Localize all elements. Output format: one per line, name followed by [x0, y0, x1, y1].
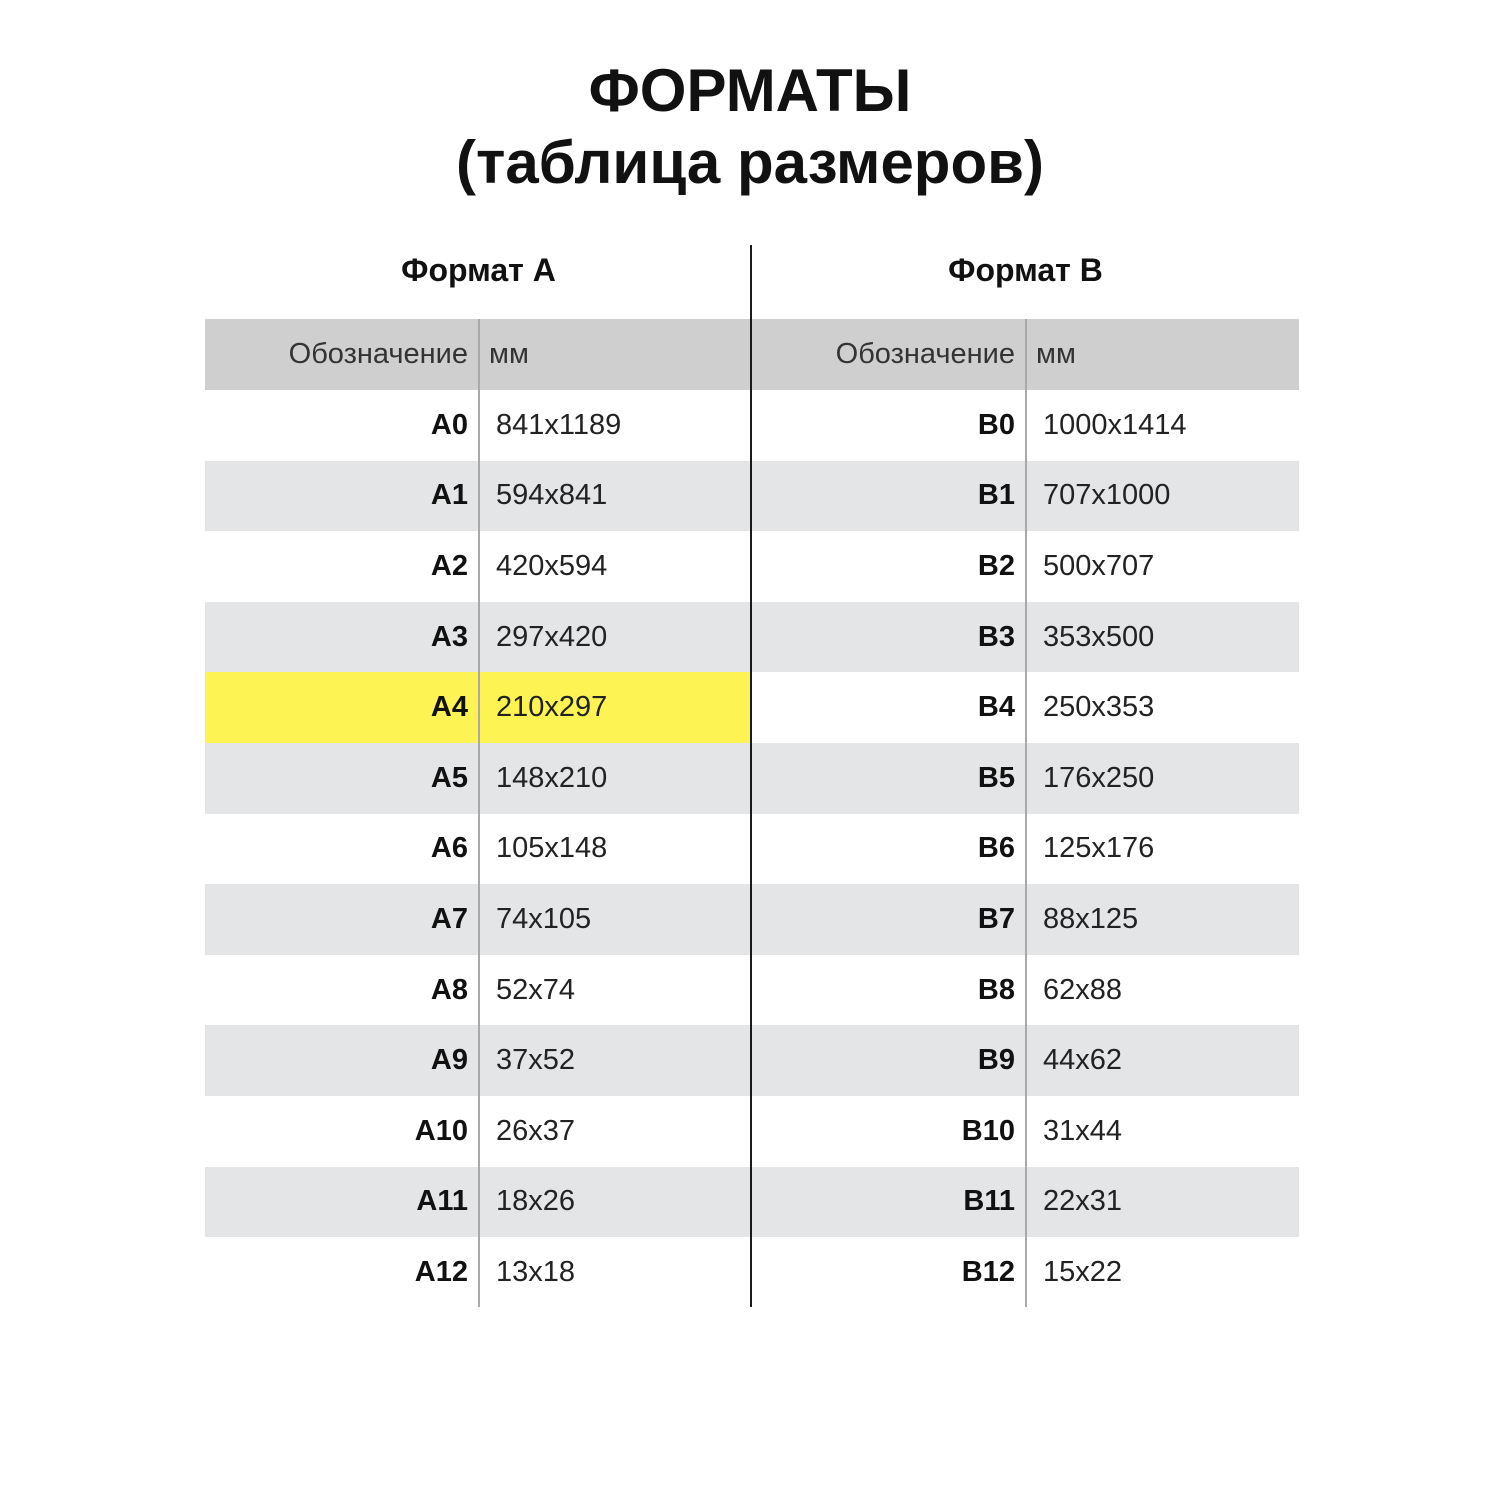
format-size-mm: 594x841: [496, 479, 608, 512]
format-size-mm: 148x210: [496, 761, 608, 794]
format-designation: А7: [430, 902, 468, 935]
format-designation: А6: [430, 832, 468, 865]
format-designation: А10: [414, 1114, 468, 1147]
format-designation: В8: [977, 973, 1015, 1006]
format-designation: В11: [963, 1185, 1015, 1218]
format-designation: В4: [977, 691, 1015, 724]
column-divider: [1025, 319, 1027, 1307]
format-a-heading: Формат А: [401, 252, 556, 288]
format-size-mm: 176x250: [1043, 761, 1155, 794]
format-size-mm: 707x1000: [1043, 479, 1171, 512]
format-size-mm: 62x88: [1043, 973, 1123, 1006]
format-size-mm: 297x420: [496, 620, 608, 653]
format-designation: В0: [977, 408, 1015, 441]
format-size-mm: 88x125: [1043, 902, 1139, 935]
format-size-mm: 52x74: [496, 973, 576, 1006]
format-designation: В9: [977, 1044, 1015, 1077]
column-divider: [478, 319, 480, 1307]
format-b-heading: Формат В: [948, 252, 1103, 288]
format-size-mm: 13x18: [496, 1255, 576, 1288]
format-size-mm: 125x176: [1043, 832, 1155, 865]
format-designation: А4: [430, 691, 468, 724]
format-size-mm: 105x148: [496, 832, 608, 865]
format-b-table: [752, 245, 1299, 1307]
format-size-mm: 18x26: [496, 1185, 576, 1218]
format-designation: А5: [430, 761, 468, 794]
format-designation: В2: [977, 549, 1015, 582]
format-size-mm: 500x707: [1043, 549, 1155, 582]
format-size-mm: 74x105: [496, 902, 592, 935]
column-header-designation: Обозначение: [288, 338, 468, 370]
format-size-mm: 22x31: [1043, 1185, 1123, 1218]
format-size-mm: 1000x1414: [1043, 408, 1187, 441]
format-size-mm: 420x594: [496, 549, 608, 582]
format-size-mm: 250x353: [1043, 691, 1155, 724]
format-designation: А8: [430, 973, 468, 1006]
format-designation: А9: [430, 1044, 468, 1077]
column-header-mm: мм: [489, 338, 529, 370]
column-header-designation: Обозначение: [835, 338, 1015, 370]
format-designation: В10: [961, 1114, 1015, 1147]
formats-table: [205, 245, 1299, 1307]
format-size-mm: 37x52: [496, 1044, 576, 1077]
format-size-mm: 26x37: [496, 1114, 576, 1147]
format-designation: А12: [414, 1255, 468, 1288]
format-designation: В6: [977, 832, 1015, 865]
format-size-mm: 353x500: [1043, 620, 1155, 653]
page-title: [0, 55, 1500, 199]
format-designation: В3: [977, 620, 1015, 653]
format-size-mm: 44x62: [1043, 1044, 1123, 1077]
format-designation: А2: [430, 549, 468, 582]
format-size-mm: 15x22: [1043, 1255, 1123, 1288]
column-header-mm: мм: [1036, 338, 1076, 370]
format-designation: В5: [977, 761, 1015, 794]
format-size-mm: 841x1189: [496, 408, 622, 441]
format-designation: В12: [961, 1255, 1015, 1288]
format-designation: В7: [977, 902, 1015, 935]
format-size-mm: 31x44: [1043, 1114, 1123, 1147]
format-designation: В1: [977, 479, 1015, 512]
page-title-line2: (таблица размеров): [456, 129, 1044, 196]
format-designation: А11: [416, 1185, 468, 1218]
format-size-mm: 210x297: [496, 691, 608, 724]
format-a-table: [205, 245, 752, 1307]
format-designation: А1: [430, 479, 468, 512]
page-title-line1: ФОРМАТЫ: [588, 57, 912, 124]
format-designation: А3: [430, 620, 468, 653]
format-designation: А0: [430, 408, 468, 441]
center-divider: [750, 245, 752, 1307]
